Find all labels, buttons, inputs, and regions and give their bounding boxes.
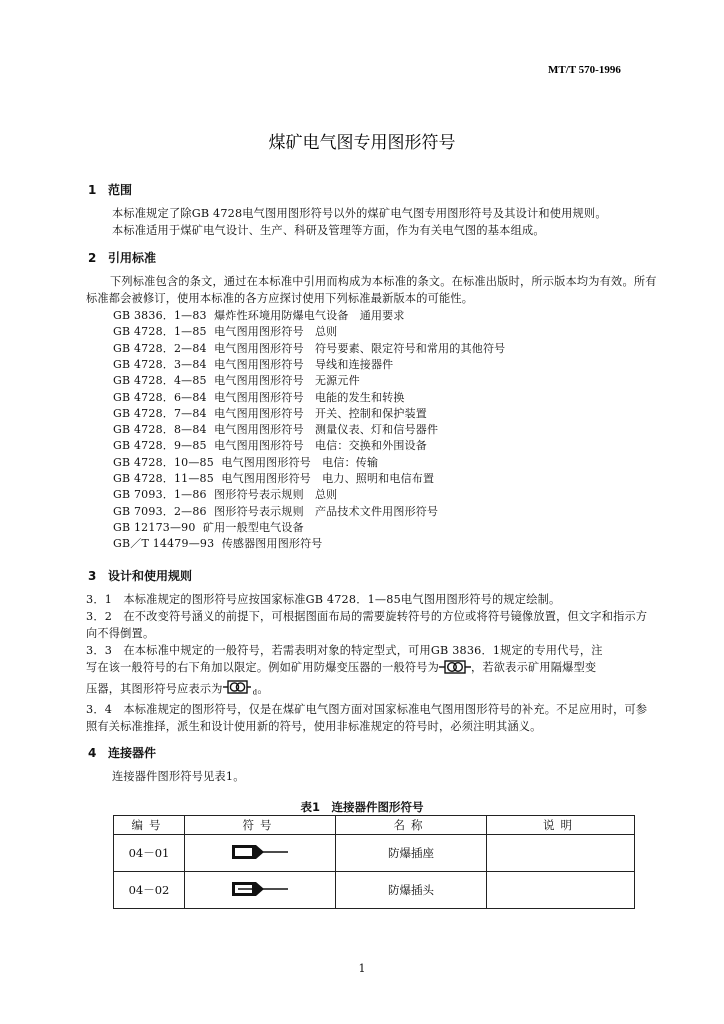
- reference-item: [113, 486, 337, 502]
- reference-item: [113, 372, 360, 388]
- reference-title: 矿用一般型电气设备: [202, 520, 304, 534]
- section-3-heading: [88, 567, 192, 584]
- reference-title: 电气图用图形符号 无源元件: [214, 374, 360, 388]
- symbol-table: [113, 815, 635, 909]
- row-name: 防爆插头: [336, 872, 487, 909]
- explosion-proof-socket-icon: [230, 842, 290, 862]
- clause-3-1: 3．1 本标准规定的图形符号应按国家标准GB 4728．1—85电气图用图形符号的规定绘制。: [86, 593, 561, 606]
- clause-text: ，若欲表示矿用隔爆型变: [471, 661, 597, 674]
- reference-code: GB 4728．8—84: [113, 423, 207, 437]
- section-number: 1: [88, 183, 97, 197]
- section-title: 连接器件: [108, 746, 157, 760]
- reference-title: 电气图用图形符号 导线和连接器件: [214, 357, 394, 371]
- document-title: 煤矿电气图专用图形符号: [268, 133, 456, 153]
- section-2-intro: 下列标准包含的条文，通过在本标准中引用而构成为本标准的条文。在标准出版时，所示版本均为有效。所有标准都会被修订，使用本标准的各方应探讨使用下列标准最新版本的可能性。: [86, 275, 657, 305]
- row-symbol: [185, 872, 336, 909]
- section-1-paragraph-1: 本标准规定了除GB 4728电气图用图形符号以外的煤矿电气图专用图形符号及其设计和使用规则。: [112, 207, 607, 220]
- explosion-proof-plug-icon: [230, 879, 290, 899]
- reference-code: GB 4728．4—85: [113, 374, 207, 388]
- reference-title: 电气图用图形符号 符号要素、限定符号和常用的其他符号: [214, 341, 506, 355]
- table-header-row: [114, 816, 635, 835]
- reference-item: [113, 307, 405, 323]
- reference-code: GB 4728．1—85: [113, 325, 207, 339]
- reference-title: 传感器图用图形符号: [221, 537, 323, 551]
- column-header: 符号: [185, 816, 336, 835]
- reference-code: GB 4728．10—85: [113, 455, 214, 469]
- section-1-paragraph-2: 本标准适用于煤矿电气设计、生产、科研及管理等方面，作为有关电气图的基本组成。: [112, 224, 545, 237]
- reference-item: [113, 405, 427, 421]
- reference-item: [113, 421, 438, 437]
- reference-title: 电气图用图形符号 电信：交换和外围设备: [214, 439, 427, 453]
- clause-3-4: 3．4 本标准规定的图形符号，仅是在煤矿电气图方面对国家标准电气图用图形符号的补充。不足应用时，可参照有关标准推择，派生和设计使用新的符号，使用非标准规定的符号时，必须注明其涵义。: [86, 703, 648, 733]
- reference-title: 电气图用图形符号 测量仪表、灯和信号器件: [214, 423, 439, 437]
- symbol-subscript: d: [252, 688, 258, 697]
- reference-item: [113, 340, 505, 356]
- reference-title: 电气图用图形符号 电能的发生和转换: [214, 390, 405, 404]
- reference-title: 图形符号表示规则 产品技术文件用图形符号: [214, 504, 439, 518]
- reference-item: [113, 356, 393, 372]
- section-number: 3: [88, 569, 97, 583]
- reference-title: 电气图用图形符号 总则: [214, 325, 338, 339]
- table-caption: 表1 连接器件图形符号: [300, 800, 424, 814]
- row-symbol: [185, 835, 336, 872]
- clause-3-2: 3．2 在不改变符号涵义的前提下，可根据图面布局的需要旋转符号的方位或将符号镜像放置，但文字和指示方向不得倒置。: [86, 610, 648, 640]
- section-title: 引用标准: [108, 251, 157, 265]
- clause-3-3-line-3: [86, 680, 269, 699]
- row-note: [487, 835, 635, 872]
- section-title: 范围: [108, 183, 133, 197]
- reference-code: GB 7093．2—86: [113, 504, 207, 518]
- clause-text: 。: [257, 682, 269, 696]
- reference-item: [113, 454, 378, 470]
- reference-code: GB 12173—90: [113, 520, 196, 534]
- page-number: 1: [358, 962, 366, 975]
- reference-item: [113, 535, 323, 551]
- clause-text: 压器，其图形符号应表示为: [86, 682, 223, 696]
- column-header: 编号: [114, 816, 185, 835]
- clause-3-3-line-1: 3．3 在本标准中规定的一般符号，若需表明对象的特定型式，可用GB 3836．1规定的专用代号，注: [86, 644, 603, 657]
- reference-title: 电气图用图形符号 电信：传输: [221, 455, 379, 469]
- section-number: 4: [88, 746, 97, 760]
- reference-code: GB 3836．1—83: [113, 309, 207, 322]
- reference-item: [113, 503, 438, 519]
- clause-text: 写在该一般符号的右下角加以限定。例如矿用防爆变压器的一般符号为: [86, 661, 440, 674]
- reference-code: GB／T 14479—93: [113, 537, 215, 551]
- standard-number: MT/T 570-1996: [548, 64, 621, 76]
- row-note: [487, 872, 635, 909]
- flameproof-transformer-symbol-icon: [223, 680, 253, 699]
- reference-code: GB 4728．6—84: [113, 390, 207, 404]
- row-id: 04－01: [114, 835, 185, 872]
- column-header: 说明: [487, 816, 635, 835]
- section-2-heading: [88, 249, 156, 266]
- reference-item: [113, 323, 337, 339]
- reference-code: GB 4728．7—84: [113, 406, 207, 420]
- row-id: 04－02: [114, 872, 185, 909]
- section-4-heading: [88, 744, 156, 761]
- table-row: [114, 872, 635, 909]
- reference-item: [113, 437, 427, 453]
- reference-code: GB 4728．9—85: [113, 439, 207, 453]
- reference-title: 电气图用图形符号 电力、照明和电信布置: [221, 472, 435, 485]
- reference-item: [113, 470, 434, 486]
- section-1-heading: [88, 181, 132, 198]
- reference-code: GB 4728．2—84: [113, 341, 207, 355]
- transformer-symbol-icon: [439, 660, 471, 677]
- reference-title: 电气图用图形符号 开关、控制和保护装置: [214, 406, 427, 420]
- reference-code: GB 4728．3—84: [113, 357, 207, 371]
- column-header: 名称: [336, 816, 487, 835]
- reference-item: [113, 519, 304, 535]
- reference-code: GB 7093．1—86: [113, 488, 207, 502]
- table-row: [114, 835, 635, 872]
- section-title: 设计和使用规则: [108, 569, 193, 583]
- reference-item: [113, 389, 405, 405]
- reference-title: 爆炸性环境用防爆电气设备 通用要求: [214, 309, 405, 322]
- row-name: 防爆插座: [336, 835, 487, 872]
- section-number: 2: [88, 251, 97, 265]
- section-4-paragraph: 连接器件图形符号见表1。: [112, 770, 245, 783]
- reference-title: 图形符号表示规则 总则: [214, 488, 338, 502]
- clause-3-3-line-2: [86, 659, 596, 677]
- reference-code: GB 4728．11—85: [113, 472, 214, 485]
